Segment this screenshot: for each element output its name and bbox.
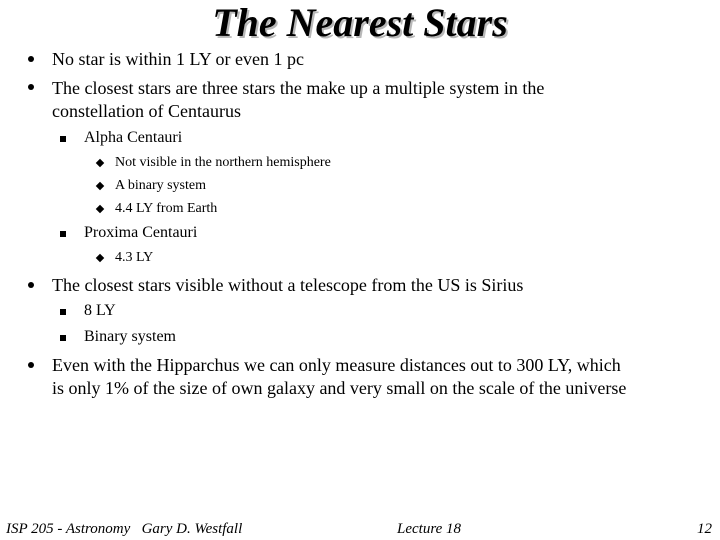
- sub-sub-bullet-marker: [96, 205, 104, 213]
- sub-sub-bullet-text: A binary system: [115, 178, 206, 193]
- footer-lecture: Lecture 18: [397, 521, 462, 537]
- bullet-text-continuation: is only 1% of the size of own galaxy and very small on the scale of the universe: [52, 378, 627, 398]
- sub-sub-bullet-text: 4.3 LY: [115, 250, 154, 265]
- bullet-text-continuation: constellation of Centaurus: [52, 101, 241, 121]
- bullet-text: Even with the Hipparchus we can only measure distances out to 300 LY, which: [52, 355, 621, 375]
- sub-sub-bullet-marker: [96, 159, 104, 167]
- sub-sub-bullet-marker: [96, 254, 104, 262]
- sub-bullet-marker: [60, 136, 66, 142]
- sub-bullet-text: Alpha Centauri: [84, 129, 183, 146]
- slide-title: The Nearest Stars: [212, 0, 508, 45]
- sub-sub-bullet-text: 4.4 LY from Earth: [115, 201, 218, 216]
- sub-bullet-text: Proxima Centauri: [84, 224, 198, 241]
- bullet-text: The closest stars visible without a telescope from the US is Sirius: [52, 275, 524, 295]
- sub-bullet-marker: [60, 335, 66, 341]
- footer-author: Gary D. Westfall: [141, 521, 243, 537]
- bullet-marker: [28, 84, 34, 90]
- bullet-text: The closest stars are three stars the make up a multiple system in the: [52, 78, 545, 98]
- sub-sub-bullet-marker: [96, 182, 104, 190]
- sub-bullet-marker: [60, 309, 66, 315]
- footer-page-number: 12: [697, 521, 712, 537]
- sub-bullet-text: 8 LY: [84, 302, 116, 319]
- sub-sub-bullet-text: Not visible in the northern hemisphere: [115, 155, 331, 170]
- bullet-marker: [28, 282, 34, 288]
- footer-course-name: ISP 205 - Astronomy: [6, 521, 131, 537]
- footer-course: [6, 520, 242, 538]
- bullet-marker: [28, 56, 34, 62]
- sub-bullet-marker: [60, 231, 66, 237]
- bullet-marker: [28, 362, 34, 368]
- sub-bullet-text: Binary system: [84, 328, 176, 345]
- bullet-text: No star is within 1 LY or even 1 pc: [52, 49, 304, 69]
